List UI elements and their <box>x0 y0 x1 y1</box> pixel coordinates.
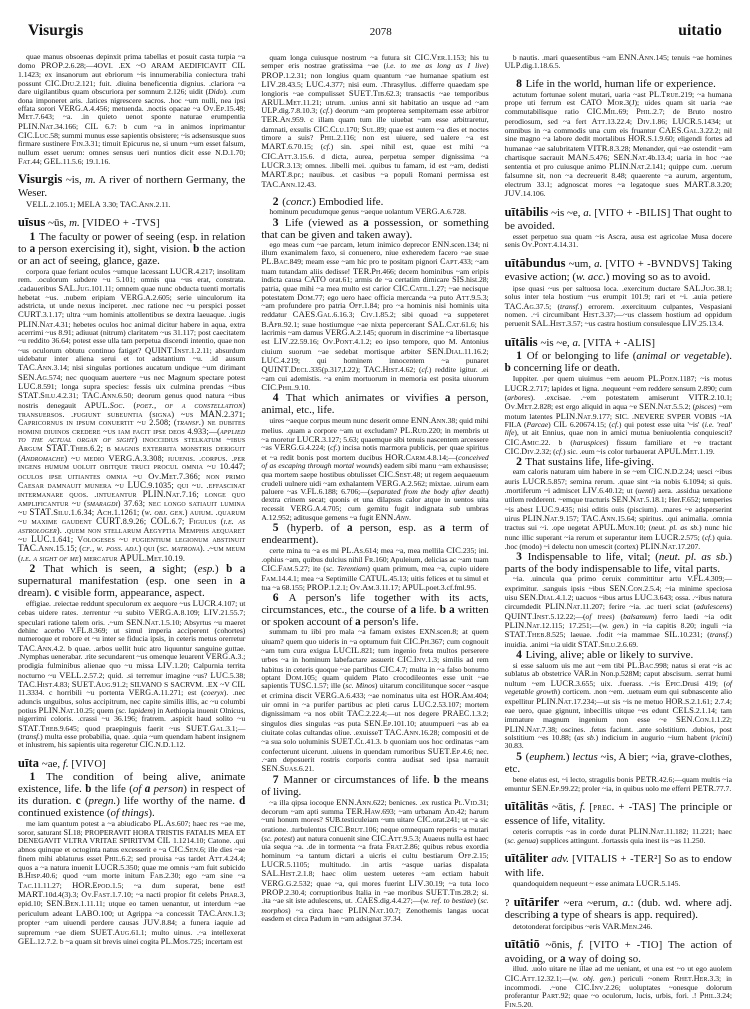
citation-paragraph: ~a illa qipsa iocoque ENN.Ann.622; benicnes. .ex rustica Pl.Vid.31; decorum ~am apti summa TER.Haw.693; ~am urbanam Ad.42; harum ~uni honum mores? SUB.testiculeiam ~um uitare CIC.orat.241; ut ~a sic oratione. .turbulentus CIC.Brut.106; neque omnequam reperis ~a mutari (sc. potest) aut natura conuenit sine CIC.Att.9.5.3; Auaeus nulla est haec uia sequa ~a. .de in tormenta ~a frata Frat.2.86; quibus rebus exordia hominum ~a tantum dictari a uicris ei cultu bestiarum Off.2.15; LUCR.5.1105; multitudo. .in artis ~asque uarias dispalata SAL.Hist.2.1.8; haec olim uestem ueteres ~am ectiam habuit VERG.G.2.532; quae ~a, qui mores fuerint LIV.30.19; ~a tuta loco PROP.2.30.4; corruptioribus Italia in ~ae moribus SUET.Tib.28.2; si. .ita ~ae sit iste adulescens, ut. .CAES.dig.4.4.27;—(w. ref. to bestiae) (sc. morphos) ~a circa haec PLIN.Nat.10.7; Zenothemis langas uocat easdem et circa Padum in ~am adsignat 37.34. <box>261 796 489 924</box>
sense-number: 5 <box>516 749 522 763</box>
sense-number: 2 <box>272 195 279 209</box>
citation-paragraph: b nautis. .mari quaesentibus ~am ENN.Ann.145; tenuis ~ae homines ULP.dig.1.18.6.5. <box>504 52 732 71</box>
grammar-label: ~ōnis, f. <box>545 939 584 952</box>
column-left <box>18 53 245 973</box>
citation-paragraph: bene elatus est, ~i lecto, stragulis bonis PETR.42.6;—quam multis ~ia emuntur SEN.Ep.99.22; proler ~ia, in quibus uolo me efferri PETR.77.7. <box>504 773 732 793</box>
sense-definition: The condition of being alive, animate existence, life. <box>18 771 246 796</box>
grammar-label: ~ātis, f. <box>552 801 586 814</box>
sense-number: 2 <box>516 455 522 469</box>
citation-paragraph: eam caloris naturam uim habere in se ~em CIC.N.D.2.24; uesci ~ibus auris LUCR.5.857; semina rerum. .quae sint ~ia nobis 6.1094; si quis. .mortiferum ~i admiscet LIV.6.40.12; ut (uenti) aera. .assidua uexatione utilem redderent. ~emque tracturis SEN.Nat.5.18.1; Her.F.652; temperies ~is abest LUC.9.435; nisi editis ouis (piscium). .mares ~e adsperserint uirus PLIN.Nat.9.157; TAC.Ann.15.64; spiritus. .qui animalia. .omnia tractus sui ~i. .ope uegetat APUL.Mun.10; (neut. pl. as sb.) nunc hic nunc illic superant ~ia rerum et superantur item LUCR.2.575; (cf.) quia. .hoc (modo) ~i delectu non umescit (cortex) PLIN.Nat.17.207. <box>504 467 732 552</box>
headword-line <box>18 216 245 231</box>
citation-paragraph: quae manus obsoenas depinxit prima tabellas et posuit casta turpia ~a domo PROP.2.6.28;—4OVI. .EX ~O ARAM AEDIFICAVIT CIL 1.1423; ex insanorum aut ebriorum ~is innumerabilia coniectura trahi possunt CIC.Diu.2.121; fuit. .diuina beneficentia dignius. .clariora ~a dare uigilantibus quam obscuriora per somnum 2.126; uidit (Dido). .cum dona imponeret aris. .latices nigrescere sacros. .hoc ~um nulli, nea ipsi effata sorori VERG.A.4.456; metuenda. .noctis opacae ~a Ov.Ep.15.48; Met.7.643; ~a. .in quieto uenot sponte naturae erumpentia PLIN.Nat.34.166; CIL 6.7: b cum ~a in animos inprimantur CIC.Luc.58; summi munus esse sapientis obsistere; ~is adsensusque suos firmare sustinere Fin.3.31; timuit Epicurus ne, si unum ~um esset falsum, nullum esset uerum: omnes sensus ueri nuntios dicit esse N.D.1.70; Fat.44; GEL.11.5.6; 19.1.16. <box>18 52 246 167</box>
sense-definition: (euphem.) lectus ~is, A bier; ~ia, grave-clothes, etc. <box>504 750 732 775</box>
sense-number: 3 <box>516 550 522 564</box>
sense-number: 7 <box>272 772 279 786</box>
definition: The principle or essence of life, vitality. <box>504 801 732 827</box>
headword: uītābundus <box>504 255 566 270</box>
citation-paragraph: uires ~aeque corpus meum nunc deserit omne ENN.Ann.38; quid mihi melius. .quam a corpore ~am ut excludam? PL.Rud.220; in membris ut ~a moretur LUCR.3.127; 5.63; quaemque sibi tenuis nascentem arcessere ~as VERG.G.4.224; (cf.) incisa notis marmora publicis, per quae spiritus et ~a redit bonis post mortem ducibus HOR.Carm.4.8.14;—(conceived of as escaping through mortal wounds) eadem sibi manu ~am exhausisse; qua mortem saepe hostibus obtulisset CIC.Sest.48; ut regem aequaeuum crudeli uulnere uidi ~am exhalantem VERG.A.2.562; mixtae. .uirum eam paluere ~as V.FL.6.188; 6.706;—(separated from the body after death) dextra crinem secat; quonis et una dilapsus calor atque in uentos uita recessit VERG.A.4.705; cum gemitu fugit indignata sub umbras A.12.952; aditusque gemens ~a fugit ENN.Ann. <box>261 415 489 523</box>
sense-paragraph <box>261 592 488 628</box>
dictionary-entry <box>18 173 245 209</box>
sense-paragraph <box>505 751 732 775</box>
sense-paragraph <box>261 217 488 241</box>
sense-definition: That which animates or vivifies a person, animal, etc., life. <box>261 392 489 417</box>
headword: uītālitās <box>504 799 549 814</box>
sense-paragraph <box>18 771 245 819</box>
sense-definition: Indispensable to life, vital; (neut. pl. as sb.) parts of the body indispensable to life, vital parts. <box>504 551 732 576</box>
citation-paragraph: corpora quae feriant oculos ~umque lacessant LUCR.4.217; insolitam rem. .oculorum subdere ~u 5.101; omnis qua ~us erat, constrata. .cadaueribus SAL.Jug.101.11; omnem quae nunc obducta tuenti mortalis hebetat ~us. .nubem eripiam VERG.A.2.605; serie uinculorum ita adstricta, ut unde nexus inciperet. .nec ratione nec ~u perspici posset CURT.3.1.17; ultra ~um hominis attollentibus se dextra laeuaque. .iugis PLIN.Nat.4.31; hebetes oculos hoc animal dicitur habere in aqua, extra acerrimi ~us 8.91; adiuuat (nitrum) claritatem ~us 31.117; post caecitatem ~u reddito 36.64; potest esse ulla tam perpetua discendi intentio, quae non ~us oculorum obtutu continuo fatiget? QUINT.Inst.1.2.11; absurdum uidebatur inter aliena serui et tot adstantium ~u. .id ausum TAC.Ann.3.14; nisi singulas portiones aucatum undique ~um dirimant SEN.Ag.574; nec quoquam auertere ~us nec Magnum spectare potest LUC.8.591; longa supra species: fessis uix culmina prendas ~ibus STAT.Silu.4.2.31; TAC.Ann.6.50; deorum genus quod natura ~ibus nostris denegauit APUL.Soc. (poet., of a constellation) transuersos. .fugiunt subeuntia (signa) ~us MAN.2.371; Capricornus in ipsum conuertit ~u 2.508; (transf.) ne dubites homini diuinos credere ~us iam facit ipse deos 4.933;—(applied to the actual organ of sight) inoccidius stelkatum ~ibus Argum STAT.Theb.6.2; b magnis exterrita monstris deriguit (Andromache) ~u medio VERG.A.3.308; iuuenis. .corpus. .per ingens humum uoluit obitque truci procul omnia ~u 10.447; oculos ipse uitiantes omnia ~u Ov.Met.7.366; non primo Caesar damnauit munera ~u LUC.9.1035; qui ~u. .effascinat intermanare quos. .intueantur PLIN.Nat.7.16; longe quo amplificantur ~u (smaragdi) 37.63; nec longo satiauit lumina ~u STAT.Silu.1.6.34; Ach.1.1261; (w. obj. gen.) auium. .quarum ~u maxime gaudent CURT.8.9.26; COL.6.7; Figulus (i.e. as astrologer). .quem non stellarum Aegyptia Memphis aequaret ~u LUC.1.641; Vologeses ~u fugientium legionum abstinuit TAC.Ann.15.15; (cf., w. poss. adj.) qui (sc. matrona). .~um meum (i.e. a sight of me) mercatur APUL.Met.10.19. <box>18 265 246 563</box>
sense-definition: Living, alive; able or likely to survive. <box>525 649 694 662</box>
running-head <box>28 22 722 44</box>
etymology: [VITA + -ALIS] <box>583 337 656 349</box>
sense-number: 1 <box>29 229 36 243</box>
running-head-right: uitatio <box>678 22 722 39</box>
sense-definition: That sustains life, life-giving. <box>525 456 654 469</box>
etymology: [VITO + -BVNDVS] <box>605 258 700 270</box>
dictionary-entry <box>505 896 732 932</box>
sense-paragraph <box>18 231 245 267</box>
grammar-label: ~era ~erum, a.: <box>563 896 634 909</box>
headword-line <box>505 938 732 965</box>
etymology: [VITO + -TIO] <box>589 940 663 952</box>
headword: uītārifer <box>513 894 560 909</box>
citation-paragraph: ipse quasi ~us per saltuosa loca. .exercitum ductare SAL.Jug.38.1; solus inter tela hostium ~us erumpit 101.9; rari et ~i. .auia petiere TAC.Ag.37.5; (transf.) errorem. .exercituum culpantes, Vespasiani nomen. .~i circumibant Hist.3.37;—~us classem hostium ad oppidum peruenit SAL.Hist.3.57; ~us castra hostium consulesque LIV.25.13.4. <box>504 282 732 329</box>
sense-paragraph <box>18 563 245 599</box>
citation-paragraph: me iam quantum potest a ~a abiudicabo PL.As.607; haec res ~ae me, soror, saturant SI.18; PROPERAVIT HORA TRISTIS FATALIS MEA ET DENEGAVIT VLTRA VRITAE SPIRITVM CIL 1.1214.10; Catone. .qui abnos quinque et octoginta natus excesserit e ~a CIC.Sen.6; ille dies ~ae finem mihi ablaturus esset Phil.6.2; sed prouisa ~as tardet Att.4.24.4; quos a ~a natura inuenit LUCR.5.350; quae me omnis ~am fuit subicido B.Hisp.40.6; quod ~um morte initum Fab.2.30; ego ~am sine ~a Tac.11.11.27; HOR.Epod.1.5; ~a dum superat, bene est! MART.10d.4(3).3; Ov.Fast.1.7.10; ~a nacti propior fit celebs Phar.3, epid.10; SEN.Ben.1.11.11; utque eo tamen uenantur, ut interdum ~ae periculum adeant LABO.100; ut Agrippa ~a concessit TAC.Ann.1.3; propter ~am uiuendi perdere causas JUV.8.84; a funera iaquie ad supremum ~ae diem SUET.Aug.61.1; multo uinus. .~a intellexerat GEL.12.7.2. b ~a quam sit brevis uinei cogita PL.Mos.725; incertam est <box>18 818 246 946</box>
etymology: [VITALIS + -TER²] <box>572 854 662 866</box>
column-container <box>18 52 732 1009</box>
sense-definition: The faculty or power of seeing (esp. in relation to a person exercising it), sight, vision. <box>18 230 246 255</box>
sense-definition: (hyperb. of a person, esp. as a term of endearment). <box>261 522 489 547</box>
sense-paragraph <box>505 78 732 90</box>
headword: uīta <box>18 755 40 770</box>
citation-paragraph: certe mina tu ~a es mi PL.As.614; mea ~a, mea mellila CIC.235; ini. .ophius ~am, quibus dulcius nihil Fr.160; Apuleium, delicias ac ~am tuam CIC.Fam.5.27; ite (sc. Terentiam) quam primum, mea ~a, cupio uidere Fam.14.4.1; mea ~a Septimille CATUL.45.13; uitis felices et tu simul et tua ~a 68.155; PROP.1.2.1; Ov.Am.3.11.17; APUL.poet.3.cf.fml.95. <box>261 545 489 592</box>
sense-paragraph <box>261 392 488 416</box>
citation-paragraph: ~ia. .uincula qua primo ceruix committitur artu V.FL.4.309;—exprimitur. .sanguis ipsis ~ibus SEN.Con.2.5.4; ~ia minime speciosa uisu SEN.Dial.4.1.2; uacuos ~ibus artus LUC.3.643; ossa. .~ibus natura circumdedit PLIN.Nat.11.207; ferire ~ia. .ac tueri sciat (adulescens) QUINT.Inst.5.12.22;—(of trees) (balsamum) ferro laedi ~ia odit PLIN.Nat.12.115; 17.251;—(w. gen.) in ~ia capitis 8.20; inguli ~ia STAT.Theb.8.525; laeuae. .fodit ~ia mammae SIL.10.231; (transf.) inuidia. .animi ~ia uidit STAT.Silu.2.6.69. <box>504 574 732 649</box>
headword-line <box>505 800 732 827</box>
headword-line <box>505 896 732 922</box>
sense-paragraph <box>505 350 732 374</box>
dictionary-entry <box>261 196 488 923</box>
headword-line <box>505 852 732 879</box>
dictionary-entry <box>505 938 732 1009</box>
grammar-label: adv. <box>551 853 569 866</box>
headword: Visurgis <box>18 172 63 187</box>
headword: uītāliter <box>504 851 549 866</box>
dictionary-entry <box>505 206 732 250</box>
dictionary-entry <box>505 257 732 329</box>
grammar-label: ~is ~e, a. <box>540 336 581 349</box>
grammar-label: ~is, m. <box>65 174 96 187</box>
etymology: [prec. + -TAS] <box>589 802 656 814</box>
etymology: [VIVO] <box>71 758 106 770</box>
headword: uītābilis <box>504 204 549 219</box>
sense-paragraph <box>505 649 732 661</box>
citation-paragraph: VELL.2.105.1; MELA 3.30; TAC.Ann.2.11. <box>26 198 171 209</box>
definition: (dub. wd. where adj. describing a type of shears is app. required). <box>504 896 732 922</box>
sense-definition: That which is seen, a sight; (esp.) b a supernatural manifestation (esp. one seen in a dream). <box>18 562 246 599</box>
grammar-label: ~ūs, m. <box>48 217 80 229</box>
sense-paragraph <box>505 551 732 575</box>
sense-number: 8 <box>516 76 522 90</box>
grammar-label: ~um, a. <box>568 257 603 270</box>
definition: That ought to be avoided. <box>504 206 732 233</box>
headword-line <box>18 173 245 199</box>
dictionary-entry <box>505 78 732 199</box>
sense-definition: Life (viewed as a possession, or something that can be given and taken away). <box>261 216 489 241</box>
citation-paragraph: actutum fortunae solent mutari, uaria ~ast PL.True.219; ~a humana prope uti ferrum est CATO Mor.3(J); uides quam sit uaria ~ae commutabilisque ratio CIC.Mil.69; Phil.2.7; de Bruto nostro perodiosum, sed ~a fert Att.13.22.4; Div.1.86; LUCR.5.1434; ut omnibus in ~a commodis una cum eis fruantur CAES.Gal.3.22.2; nil sine magno ~a labore dedit mortalibus HOR.S.1.9.60; eligendi fortes ad humanae ~ae salubritatem VITR.8.3.28; Menander, qui ~ae ostendit ~am chartisque sacrauit MAN.5.476; SEN.Nat.4b.13.4; uaria in hoc ~ae sententia et pro cuiusque animo PLIN.Nat.2.141; quippe cum. .uerum falsumne sit, non ~a decreuerit 8.48; quaerente ~a aurum, argentum, electrum 33.1; adgnoscat mores ~a legatoque sues MART.8.3.20; JUV.14.106. <box>504 88 732 199</box>
definition: A river of northern Germany, the Weser. <box>18 174 246 200</box>
headword: uītātiō <box>504 937 540 952</box>
etymology: [VITO + -BILIS] <box>594 207 671 219</box>
citation-paragraph: esset perpetuo sua quam ~is Ascra, ausa est agricolae Musa docere senis Ov.Pont.4.14.31. <box>504 232 732 250</box>
citation-paragraph: illud. .uolo uitare ne illae ad me ueniant, et una est ~o ut ego auolem CIC.Att.12.32.1;—(w. obj. gen.) periculi ~onem Rhet.Her.3.3; in incommodi. .~one CIC.Inv.2.26; uoluptates ~onesque dolorum proferantur Part.92; quae ~o oculorum, lucis, urbis, fori. .! Phil.3.24; Fin.5.20. <box>504 964 732 1009</box>
dictionary-entry <box>18 757 245 946</box>
citation-paragraph: ego meas cum ~ae parcam, letum inimico deprecor ENN.scen.134; ni illum exanimalem faxo, si conuenero, niue exheredem facero ~ae suae PL.Bac.849; meam esse ~am hic pro te positam pignori Capt.433; ~am tuam tutandam aliis dedisse! TER.Ph.466; decem hominibus ~am eripis indicta causa CATO orat.61; armis de ~a certatim dimicare SIS.hist.28; patria, quae mihi ~a mea multo est carior CIC.Catil.1.27; ~ae necisque potestatem Dom.77; ego uero haec officia mercanda ~a puto Att.9.5.3; ~am profundere pro patria Off.1.84; pro ~a hominis nisi hominis uita reddatur CAES.Gal.6.16.3; Civ.1.85.2; sibi quoad ~a suppeteret B.Afr.92.1; suae hostiumque ~ae nixta pepercerant SAL.Cat.61.6; his lacrimis ~am damus VERG.A.2.145; quorum in discrimine ~a libertasque est LIV.22.59.16; Ov.Pont.4.1.2; eo ipso tempore, quo M. Antonius ciuium suorum ~ae sedebat mortisque arbiter SEN.Dial.11.16.2; LUC.4.219; qui hominem innocentem ~a punaret QUINT.Decl.335(p.317,L22); TAC.Hist.4.62; (cf.) reddite igitur. .ei ~am cui ademistis. ~a enim mortuorum in memoria est posita uiuorum CIC.Phil.9.10. <box>261 239 489 392</box>
sense-subdivision: b a written or spoken account of a person's life. <box>261 604 489 629</box>
sense-definition: Life in the world, human life or experience. <box>525 77 716 90</box>
citation-paragraph: effigiae. .reiectae reddunt speculorum ex aequore ~us LUCR.4.107; ut cebas uidere rates. .terrentur ~u subito VERG.A.8.109; LIV.21.55.7; speculari ratione talem oris. .~um SEN.Nat.1.5.10; Absyrtus ~u maeret dehinc acerbo V.FL.8.369; ut simul imperia acciperent (cohortes) numeroque et robore et ~u inter se fiducia ipsis, in ceteris metus orerretur TAC.Ann.4.2. b quae. .arbos uellit huic atro liquuntur sanguine guttae. .Nymphas uenerabar. .rite secundarent ~us omenque leuarent VERG.A.3.; prodigia fulminibus alienae quo ~u missa LIV.1.20; Calpurnia territa nocturno ~u VELL.2.57.2; quid. .si terremur imagine ~us? LUC.5.38; TAC.Hist.4.83; SUET.Aug.91.2; SILVANO S SACRVM. .EX ~V CIL 11.3334. c horribili ~u portenta VERG.A.11.271; est (coeryx). .nec aduncis unguibus, solus accipitrum, nec capite similis illis, ac ~u columbi potius PLIN.Nat.10.25; quem (sc. lapidem) in Aethiopia inuenit Olnicus, nigerrimi coloris. .crassi ~u 36.196; fratrem. .aspicit haud solito ~u STAT.Theb.9.645; quod praepinguis faerit ~us SUET.Gal.3.1;—(transf.) multa esse probabilia, quae. .quia ~um quendam habent insignem et inlustrem, his sapientis uita regeretur CIC.N.D.1.12. <box>18 597 246 750</box>
headword: uītālis <box>504 334 538 349</box>
running-head-left: Visurgis <box>28 22 84 39</box>
citation-paragraph: hominum pecudumque genus ~aeque uolantum VERG.A.6.728. <box>269 207 466 217</box>
headword-line <box>505 257 732 284</box>
headword: uīsus <box>18 215 46 229</box>
column-right <box>504 52 732 1009</box>
dictionary-entry <box>18 216 245 750</box>
headword-line <box>505 206 732 233</box>
sense-number: 4 <box>516 648 522 662</box>
definition: Taking evasive action; (w. acc.) moving so as to avoid. <box>504 257 732 284</box>
sense-subdivision: b concerning life or death. <box>504 362 620 375</box>
sense-subdivision: b the action or an act of seeing, glance, gaze. <box>18 242 246 267</box>
query-mark: ? <box>504 896 510 909</box>
citation-paragraph: detotonderat forcipibus ~eris VAR.Men.246. <box>512 920 653 931</box>
sense-subdivision: c visible form, appearance, aspect. <box>54 586 205 599</box>
sense-number: 2 <box>29 561 36 575</box>
sense-number: 4 <box>272 391 279 405</box>
definition: So as to endow with life. <box>504 853 732 879</box>
citation-paragraph: quam longa cuiusque nostrum ~a futura sit CIC.Ver.1.153; his tu semper eris nostrae gratissima ~ae (i.e. to me as long as I live) PROP.1.2.31; non longius quam quantum ~ae humanae spatium est LIV.28.43.5; LUC.4.377; nisi eum. .Thrasyllus. .differre quaedam spe longioris ~ae compulisset SUET.Tib.62.3; transactis ~ae temporibus ARUL.Met.11.21; utrum. .unius anni sit habitatio an usque ad ~am ULP.dig.7.8.10.3; (cf.) deorum ~am propterea sempiternam esse arbitror TER.An.959. c illam quam tum ille uiuebat ~am esse arbitraretur, damnati, exsulis CIC.Clu.170; Sul.89; quae est autem ~a dies et noctes timore a suis? Phil.2.116; non est uiuere, sed ualere ~a est MART.6.70.15; (cf.) sin. .spei nihil est, quae est mihi ~a CIC.Att.3.15.6. d dicta, aurea, perpetua semper dignissima ~a LUCR.3.13; omnes. .libelli mei. .quibus tu famam, id est ~am, dedisti MART.8.pr.; nauibus. .et casibus ~a populi Romani permissa est TAC.Ann.12.43. <box>261 52 489 189</box>
sense-paragraph <box>261 522 488 546</box>
sense-definition: A person's life together with its acts, circumstances, etc., the course of a life. <box>261 592 489 617</box>
citation-paragraph: summam tu iibi pro mala ~a famam existes EXN.scen.8; at quem uiuam? quem quo uideris in ~a optumum fuit CIC.Ph.367; cum cognouit ~am tum cura exigua LUCIL.821; tum ingenio freta multos perserere urbes ~a in hominum labefactare assuerit CIC.Inv.1.3; similis ad rem habitus in ceteris quoque ~ae partibus CIC.4.7; multa in ~a falso bonumo optant Dom.105; quam quidem Plato crocodileontes esse unit ~ae sapientis TUSC.1.57; ille (sc. Minos) uitarum concilitunque socer ~asque et crimina discit VERG.A.6.433; ~ae nominatus uita est HOR.Am.404; uir omni in ~a purifer partibus ac pleti carus LUC.2.53.107; mortem dignissimam ~a nos obiit TAC.2.22.4;—ut nos degere PRAEC.1.3.2; singulos dies singulas ~as puta SEN.Ep.101.10; atuumpueri ~as ab ea ciuitate colas cultandas oliue. .exuisseT TAC.Ann.16.28; compositi et de ~a sua solo uoluminis SUET.Cl.41.3. b quoniam uos hoc ordinatas ~am confecterunt uicerunt. .uiuens in quendam rumoribus SUET.Ep.4.6; nec. .~am deposuerit rostris corporis contra audisat sed ipsa narrauit SEN.Suas.6.21. <box>261 627 489 774</box>
sense-definition: (concr.) Embodied life. <box>282 196 384 209</box>
citation-paragraph: quandoquidem nequeunt ~ esse animata LUCR.5.145. <box>512 878 681 889</box>
dictionary-entry <box>505 336 732 794</box>
headword-line <box>18 757 245 772</box>
sense-subdivision: b the life (of a person) in respect of its duration. c (pregn.) life worthy of the name. d continued existence (of things). <box>18 783 246 820</box>
grammar-label: ~ae, f. <box>41 757 69 770</box>
sense-paragraph <box>261 774 488 798</box>
etymology: [VIDEO + -TVS] <box>82 218 160 229</box>
dictionary-entry <box>505 800 732 845</box>
sense-number: 5 <box>272 521 279 535</box>
sense-number: 1 <box>516 349 522 363</box>
page-number: 2078 <box>369 26 392 38</box>
sense-number: 3 <box>272 215 279 229</box>
headword-line <box>505 336 732 351</box>
citation-paragraph: Iuppiter. .per quem uiuimus ~em aeuom PL.Poen.1187; ~is motus LUCR.2.717; lapides et ligna. .nequeunt ~em reddere sensum 2.890; cum (arbores). .excisae. .~em potestatem amiserunt VITR.2.10.1; Ov.Met.2.828; est ergo aliquid in aqua ~e SEN.Nat.5.5.2; (pisces) ~em motum latentes PLIN.Nat.9.177; SIC. .NEVERE SVPER VOBIS ~IA FILA (Parcae) CIL 6.20674.15; (cf.) qui potest esse uita '~is' (i.e. 'real' life), ut ait Ennius, quae non in amici mutua beniuolentia conquiescit? CIC.Amic.22. b (haruspices) fissum familiare et ~e tractant CIC.Div.2.32; (cf.) sic. .eum ~is color turbauerat APUL.Met.1.19. <box>504 373 732 456</box>
citation-paragraph: ceteris corruptis ~as in corde durat PLIN.Nat.11.182; 11.221; haec (sc. genua) supplices attingunt. .fortassis quia inest iis ~as 11.250. <box>504 826 732 845</box>
grammar-label: ~is ~e, a. <box>551 206 592 219</box>
sense-number: 1 <box>29 770 36 784</box>
sense-definition: Of or belonging to life (animal or vegetable). <box>526 350 732 363</box>
sense-subdivision: b the means of living. <box>261 773 489 798</box>
sense-number: 6 <box>272 591 279 605</box>
sense-definition: Manner or circumstances of life. <box>283 773 430 786</box>
column-middle <box>261 53 488 973</box>
citation-paragraph: si esse saluom uis me aut ~em tibi PL.Bac.998; natus si erat ~is ac sublatus ab obstetrice VAR.in Non.p.528M; caput abscisum. .serrat humi nultum ~em LUCR.3.655; uix. .fuerass. .~is Epic.Drusi 419; (of vegetable growth) corticem. .non ~em. .uetuam eum qui subnascente alio expellitur PLIN.Nat.17.234;—ut sis ~is ne metuo HOR.S.2.1.61; 2.7.4; eae uero, quae gignunt, inbecillis uitque ~es edunt CELS.2.1.14; tam immature magnum ingenium non esse ~e SEN.Con.1.1.22; PLIN.Nat.7.38; oscines. .fetus faciunt. .ante solstitium. .dubios, post solstitium ~es 10.88; (as sb.) indicium in augurio ~ium habent (ricini) 30.83. <box>504 660 732 751</box>
dictionary-entry <box>505 852 732 889</box>
definition: The action of avoiding, or a way of doing so. <box>504 939 732 965</box>
